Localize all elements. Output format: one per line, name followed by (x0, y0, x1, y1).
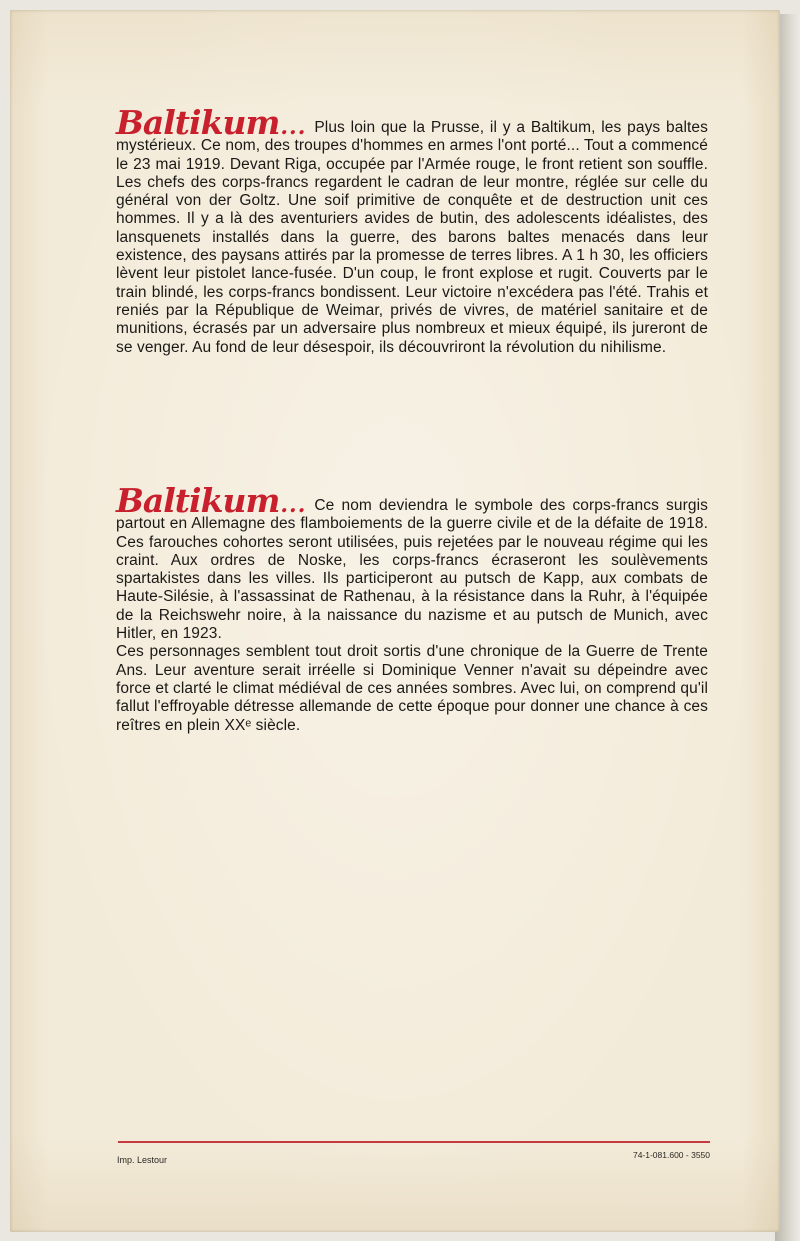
catalog-code: 74-1-081.600 - 3550 (632, 1150, 710, 1160)
brand-title-2: Baltikum... (116, 481, 307, 520)
paragraph-2-body: Ce nom deviendra le symbole des corps-francs surgis partout en Allemagne des flamboiements de la guerre civile et de la défaite de 1918. Ces farouches cohortes seront utilisées, puis rejetées par le nouveau régime qui les craint. Aux ordres de Noske, les corps-francs écraseront les soulèvements spartakistes dans les villes. Ils participeront au putsch de Kapp, aux combats de Haute-Silésie, à l'assassinat de Rathenau, à la résistance dans la Ruhr, à l'équipée de la Reichswehr noire, à la naissance du nazisme et au putsch de Munich, avec Hitler, en 1923. (116, 497, 708, 643)
blurb-paragraph-2-text (116, 481, 708, 643)
blurb-paragraph-1 (116, 103, 708, 357)
brand-title-1: Baltikum... (116, 103, 307, 142)
footer-divider (118, 1141, 710, 1143)
blurb-paragraph-2 (116, 481, 708, 735)
printer-imprint: Imp. Lestour (117, 1155, 168, 1165)
paragraph-2-continued: Ces personnages semblent tout droit sortis d'une chronique de la Guerre de Trente Ans. Leur aventure serait irréelle si Dominique Venner n'avait su dépeindre avec force et clarté le climat médiéval de ces années sombres. Avec lui, on comprend qu'il fallut l'effroyable détresse allemande de cette époque pour donner une chance à ces reîtres en plein XXᵉ siècle. (116, 643, 708, 734)
paragraph-1-body: Plus loin que la Prusse, il y a Baltikum, les pays baltes mystérieux. Ce nom, des troupes d'hommes en armes l'ont porté... Tout a commencé le 23 mai 1919. Devant Riga, occupée par l'Armée rouge, le front retient son souffle. Les chefs des corps-francs regardent le cadran de leur montre, réglée sur celle du général von der Goltz. Une soif primitive de conquête et de destruction unit ces hommes. Il y a là des aventuriers avides de butin, des adolescents idéalistes, des lansquenets installés dans la guerre, des barons baltes menacés dans leur existence, des paysans attirés par la promesse de terres libres. A 1 h 30, les officiers lèvent leur pistolet lance-fusée. D'un coup, le front explose et rugit. Couverts par le train blindé, les corps-francs bondissent. Leur victoire n'excédera pas l'été. Trahis et reniés par la République de Weimar, privés de vivres, de matériel sanitaire et de munitions, écrasés par un adversaire plus nombreux et mieux équipé, ils jureront de se venger. Au fond de leur désespoir, ils découvriront la révolution du nihilisme. (116, 119, 708, 356)
blurb-paragraph-1-text (116, 103, 708, 357)
